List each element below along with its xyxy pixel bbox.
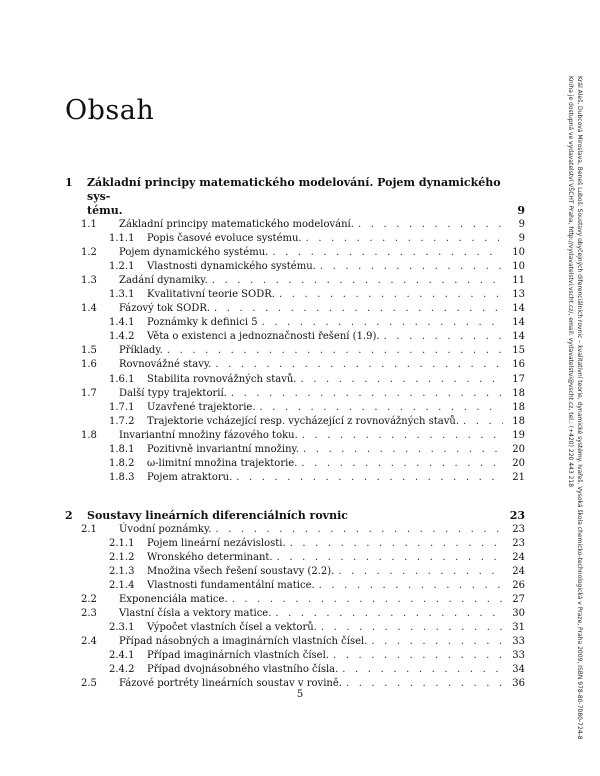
dot-leader [320,260,503,274]
section-label: Výpočet vlastních čísel a vektorů. [147,622,317,634]
toc-section[interactable] [65,344,525,358]
chapter-page: 23 [509,508,525,522]
section-page: 24 [512,551,525,563]
section-label: Další typy trajektorií. [119,387,227,399]
section-number: 1.7.2 [109,415,135,427]
section-number: 1.8.1 [109,443,135,455]
section-page: 33 [512,636,525,648]
dot-leader [333,649,503,663]
dot-leader [301,457,503,471]
section-number: 1.3.1 [109,289,135,301]
dot-leader [231,387,503,401]
section-label: Základní principy matematického modelování. [119,219,354,230]
section-page: 10 [512,261,525,273]
toc-chapter [65,176,525,485]
section-number: 1.8.3 [109,471,135,483]
toc-section[interactable] [65,358,525,372]
toc-subsection[interactable] [65,457,525,471]
dot-leader [303,443,503,457]
section-number: 2.1 [81,523,97,535]
toc-subsection[interactable] [65,663,525,677]
toc-section[interactable] [65,429,525,443]
section-label: Pozitivně invariantní množiny. [147,443,300,455]
section-number: 2.3.1 [109,622,135,634]
section-number: 2.1.4 [109,580,135,592]
section-page: 24 [512,566,525,578]
section-page: 34 [512,664,525,676]
section-page: 20 [512,443,525,455]
section-label: Příklady. [119,345,163,357]
section-page: 30 [512,608,525,620]
section-page: 15 [512,345,525,357]
section-number: 2.4.2 [109,664,135,676]
dot-leader [167,344,503,358]
dot-leader [214,302,503,316]
toc-subsection[interactable] [65,621,525,635]
section-label: Poznámky k definici 5 [147,317,258,329]
dot-leader [290,537,503,551]
dot-leader [371,635,503,649]
dot-leader [302,429,503,443]
section-label: Popis časové evoluce systému. [147,233,302,245]
section-number: 1.6 [81,359,97,371]
dot-leader [342,663,503,677]
section-page: 19 [512,429,525,441]
toc-subsection[interactable] [65,316,525,330]
section-label: ω-limitní množina trajektorie. [147,457,298,469]
section-label: Uzavřené trajektorie. [147,401,256,413]
toc-subsection[interactable] [65,565,525,579]
section-page: 31 [512,622,525,634]
toc-subsection[interactable] [65,443,525,457]
section-page: 20 [512,457,525,469]
section-number: 2.4.1 [109,650,135,662]
section-label: Kvalitativní teorie SODR. [147,289,275,301]
section-page: 14 [512,317,525,329]
dot-leader [338,565,503,579]
section-number: 1.8 [81,429,97,441]
section-number: 1.4.2 [109,331,135,343]
dot-leader [275,607,503,621]
toc-subsection[interactable] [65,373,525,387]
dot-leader [232,593,503,607]
section-label: Pojem atraktoru. [147,471,233,483]
toc-section[interactable] [65,593,525,607]
section-page: 27 [512,594,525,606]
side-note-line-2: Kniha je dostupná ve vydavatelství VŠCHT Praha, http://vydavatelstvi.vscht.cz/, email: vydavatelstvi@vscht.cz, tel.: (+420) 220 443 218 [567,76,574,488]
table-of-contents [65,176,525,691]
toc-subsection[interactable] [65,288,525,302]
section-number: 2.1.2 [109,551,135,563]
toc-subsection[interactable] [65,537,525,551]
section-number: 1.4.1 [109,317,135,329]
section-page: 9 [518,219,525,230]
section-page: 23 [512,537,525,549]
toc-subsection[interactable] [65,415,525,429]
section-number: 1.6.1 [109,373,135,385]
dot-leader [272,246,503,260]
dot-leader [277,551,503,565]
toc-section[interactable] [65,523,525,537]
dot-leader [262,316,503,330]
section-page: 18 [512,415,525,427]
toc-section[interactable] [65,274,525,288]
section-page: 14 [512,331,525,343]
toc-subsection[interactable] [65,551,525,565]
toc-subsection[interactable] [65,401,525,415]
section-number: 1.5 [81,345,97,357]
section-number: 2.1.1 [109,537,135,549]
section-label: Fázový tok SODR. [119,303,211,315]
dot-leader [279,288,503,302]
toc-subsection[interactable] [65,579,525,593]
section-label: Vlastnosti fundamentální matice. [147,580,315,592]
section-label: Vlastnosti dynamického systému. [147,261,316,273]
side-note [566,76,584,740]
dot-leader [215,358,503,372]
section-page: 36 [512,678,525,690]
dot-leader [463,415,503,429]
section-label: Stabilita rovnovážných stavů. [147,373,297,385]
toc-section[interactable] [65,218,525,232]
section-page: 21 [512,471,525,483]
dot-leader [319,579,503,593]
section-number: 1.1.1 [109,233,135,245]
toc-chapter [65,509,525,692]
section-number: 1.3 [81,275,97,287]
section-page: 16 [512,359,525,371]
section-number: 1.4 [81,303,97,315]
section-label: Pojem lineární nezávislosti. [147,537,286,549]
section-label: Zadání dynamiky. [119,275,208,287]
dot-leader [215,523,503,537]
section-label: Věta o existenci a jednoznačnosti řešení (1.9). [147,331,380,343]
section-page: 13 [512,289,525,301]
section-number: 2.2 [81,594,97,606]
section-number: 1.7 [81,387,97,399]
section-page: 14 [512,303,525,315]
chapter-title[interactable]: Základní principy matematického modelování. Pojem dynamického sys- [87,176,501,203]
section-label: Případ dvojnásobného vlastního čísla. [147,664,339,676]
section-number: 2.4 [81,636,97,648]
chapter-page: 9 [517,204,525,217]
section-page: 26 [512,580,525,592]
section-page: 9 [518,233,525,245]
toc-section[interactable] [65,387,525,401]
toc-section[interactable] [65,607,525,621]
toc-subsection[interactable] [65,232,525,246]
dot-leader [260,401,504,415]
toc-section[interactable] [65,635,525,649]
dot-leader [212,274,503,288]
toc-subsection[interactable] [65,330,525,344]
toc-section[interactable] [65,246,525,260]
section-label: Trajektorie vcházející resp. vycházející z rovnovážných stavů. [147,415,460,427]
dot-leader [321,621,503,635]
page-number: 5 [296,689,304,700]
section-label: Exponenciála matice. [119,594,228,606]
section-number: 1.2.1 [109,261,135,273]
toc-subsection[interactable] [65,471,525,485]
section-page: 33 [512,650,525,662]
section-page: 17 [512,373,525,385]
section-label: Invariantní množiny fázového toku. [119,429,298,441]
chapter-number: 2 [65,508,73,522]
section-label: Úvodní poznámky. [119,523,212,535]
section-number: 1.2 [81,247,97,259]
toc-subsection[interactable] [65,649,525,663]
section-number: 2.5 [81,678,97,690]
section-page: 23 [512,523,525,535]
dot-leader [306,232,503,246]
section-label: Případ imaginárních vlastních čísel. [147,650,329,662]
section-page: 18 [512,401,525,413]
section-label: Případ násobných a imaginárních vlastních čísel. [119,636,368,648]
toc-subsection[interactable] [65,260,525,274]
section-label: Množina všech řešení soustavy (2.2). [147,566,335,578]
section-number: 2.1.3 [109,566,135,578]
section-label: Fázové portréty lineárních soustav v rovině. [119,678,342,690]
section-page: 18 [512,387,525,399]
dot-leader [384,330,503,344]
dot-leader [300,373,503,387]
section-number: 1.1 [81,219,97,230]
section-page: 11 [512,275,525,287]
section-number: 1.8.2 [109,457,135,469]
dot-leader [358,218,503,232]
section-number: 1.7.1 [109,401,135,413]
chapter-title-continuation[interactable]: tému. [87,204,123,217]
section-label: Wronského determinant. [147,551,273,563]
side-note-line-1: Král Aleš, Dubcová Miroslava, Beneš Luboš: Soustavy obyčejných diferenciálních rovnic – kvalitativní teorie, dynamické systémy. Ivařeš. Vysoká škola chemicko-technologická v Praze, Praha 2009, ISBN 978-80-7080-724-8 [576,76,583,740]
section-label: Vlastní čísla a vektory matice. [119,608,272,620]
chapter-title[interactable]: Soustavy lineárních diferenciálních rovnic [87,508,348,522]
chapter-number: 1 [65,176,73,189]
section-label: Rovnovážné stavy. [119,359,212,371]
section-page: 10 [512,247,525,259]
section-label: Pojem dynamického systému. [119,247,269,259]
section-number: 2.3 [81,608,97,620]
toc-section[interactable] [65,302,525,316]
page-title: Obsah [65,95,155,126]
dot-leader [236,471,503,485]
